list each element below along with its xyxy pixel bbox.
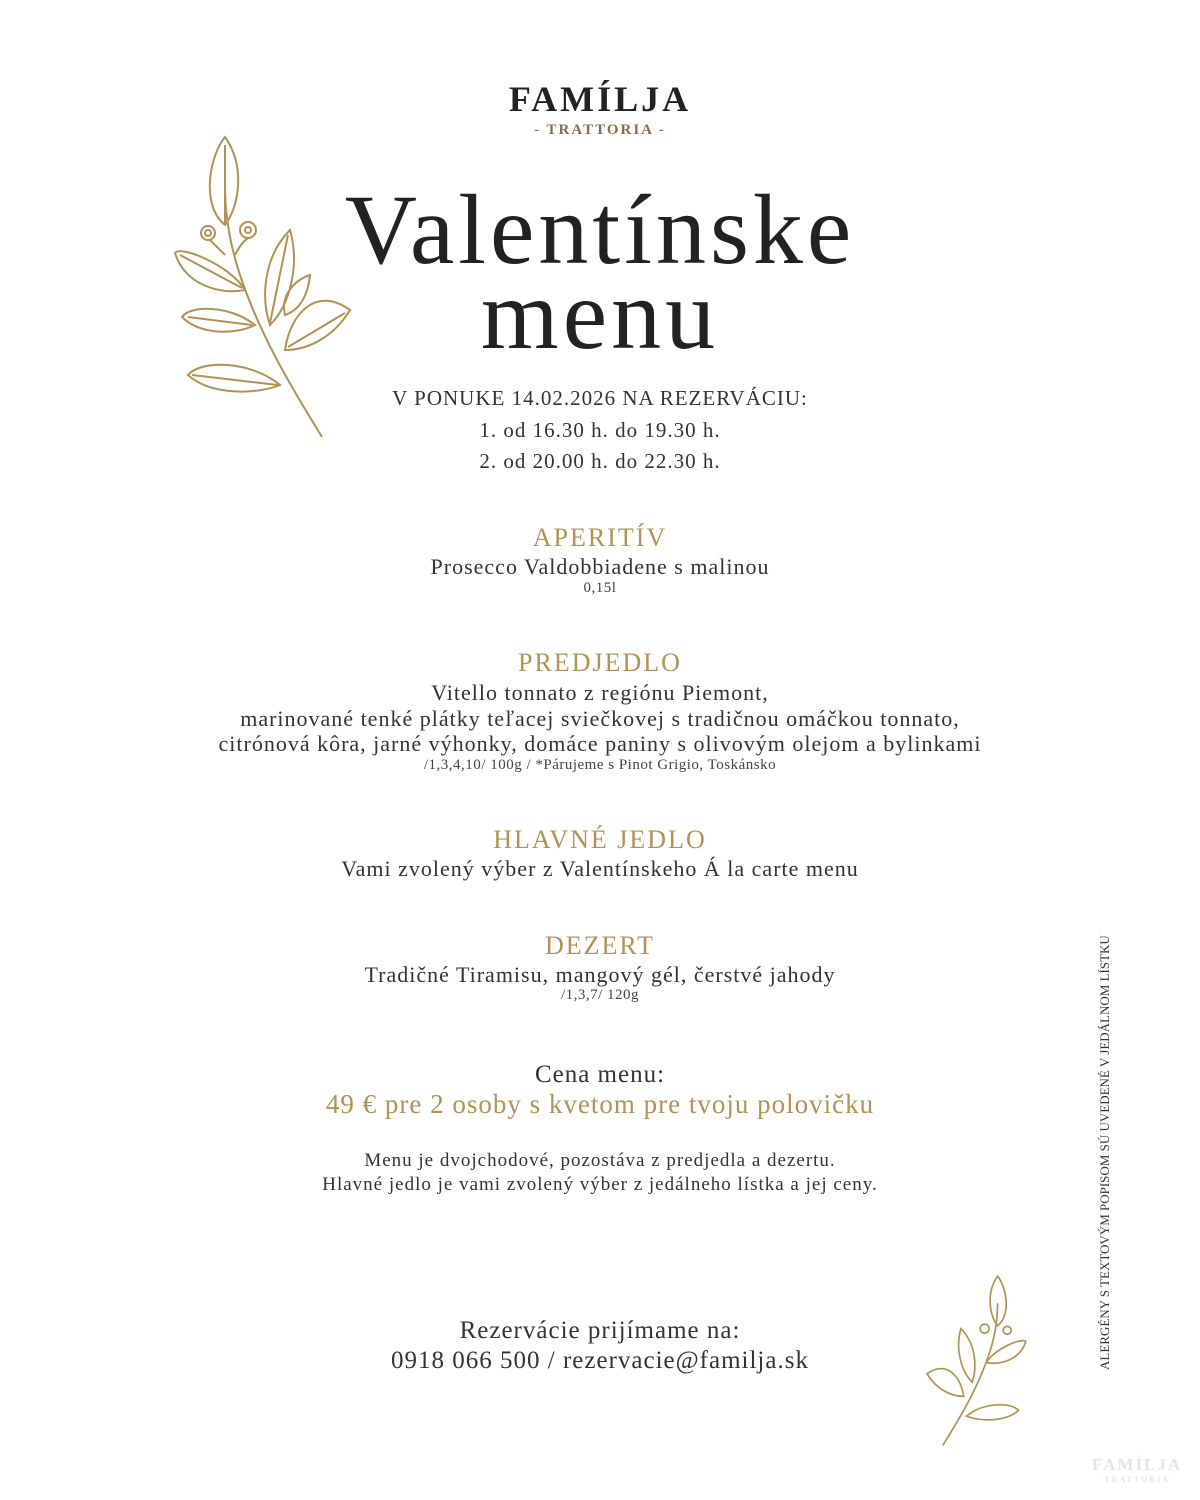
price-value: 49 € pre 2 osoby s kvetom pre tvoju polovičku: [325, 1089, 875, 1119]
section-heading-aperitiv: APERITÍV: [532, 523, 668, 552]
menu-note-2: Hlavné jedlo je vami zvolený výber z jedálneho lístka a jej ceny.: [322, 1174, 878, 1195]
section-heading-hlavne-jedlo: HLAVNÉ JEDLO: [493, 825, 707, 854]
predjedlo-line-1: Vitello tonnato z regiónu Piemont,: [431, 680, 769, 705]
reservation-label: Rezervácie prijímame na:: [459, 1317, 741, 1344]
dezert-item: Tradičné Tiramisu, mangový gél, čerstvé jahody: [364, 962, 836, 987]
logo-subtitle: - TRATTORIA -: [534, 122, 666, 138]
watermark-name: FAMÍLJA: [1092, 1455, 1183, 1474]
menu-note-1: Menu je dvojchodové, pozostáva z predjedla a dezertu.: [364, 1150, 836, 1171]
time-slot-2: 2. od 20.00 h. do 22.30 h.: [479, 449, 721, 473]
aperitiv-note: 0,15l: [583, 580, 617, 596]
predjedlo-line-3: citrónová kôra, jarné výhonky, domáce paniny s olivovým olejom a bylinkami: [218, 731, 982, 756]
title-line-1: Valentínske: [344, 174, 856, 285]
aperitiv-item: Prosecco Valdobbiadene s malinou: [430, 554, 770, 579]
time-slot-1: 1. od 16.30 h. do 19.30 h.: [479, 418, 721, 442]
dezert-note: /1,3,7/ 120g: [560, 987, 640, 1003]
availability-date: V PONUKE 14.02.2026 NA REZERVÁCIU:: [392, 386, 808, 410]
price-label: Cena menu:: [534, 1061, 666, 1088]
predjedlo-note: /1,3,4,10/ 100g / *Párujeme s Pinot Grigio, Toskánsko: [423, 757, 777, 773]
predjedlo-line-2: marinované tenké plátky teľacej sviečkovej s tradičnou omáčkou tonnato,: [240, 706, 960, 731]
watermark-logo: [1092, 1455, 1182, 1484]
logo-name: FAMÍLJA: [508, 79, 692, 119]
reservation-contact[interactable]: 0918 066 500 / rezervacie@familja.sk: [391, 1347, 809, 1374]
section-heading-predjedlo: PREDJEDLO: [518, 648, 682, 677]
title-line-2: menu: [480, 259, 720, 370]
hlavne-jedlo-item: Vami zvolený výber z Valentínskeho Á la carte menu: [341, 856, 859, 881]
section-heading-dezert: DEZERT: [544, 931, 656, 960]
watermark-subtitle: - TRATTORIA -: [1095, 1475, 1179, 1484]
small-leaf-branch-icon: [915, 1275, 1035, 1450]
allergen-side-note: ALERGÉNY S TEXTOVÝM POPISOM SÚ UVEDENÉ V JEDÁLNOM LÍSTKU: [1097, 935, 1112, 1370]
